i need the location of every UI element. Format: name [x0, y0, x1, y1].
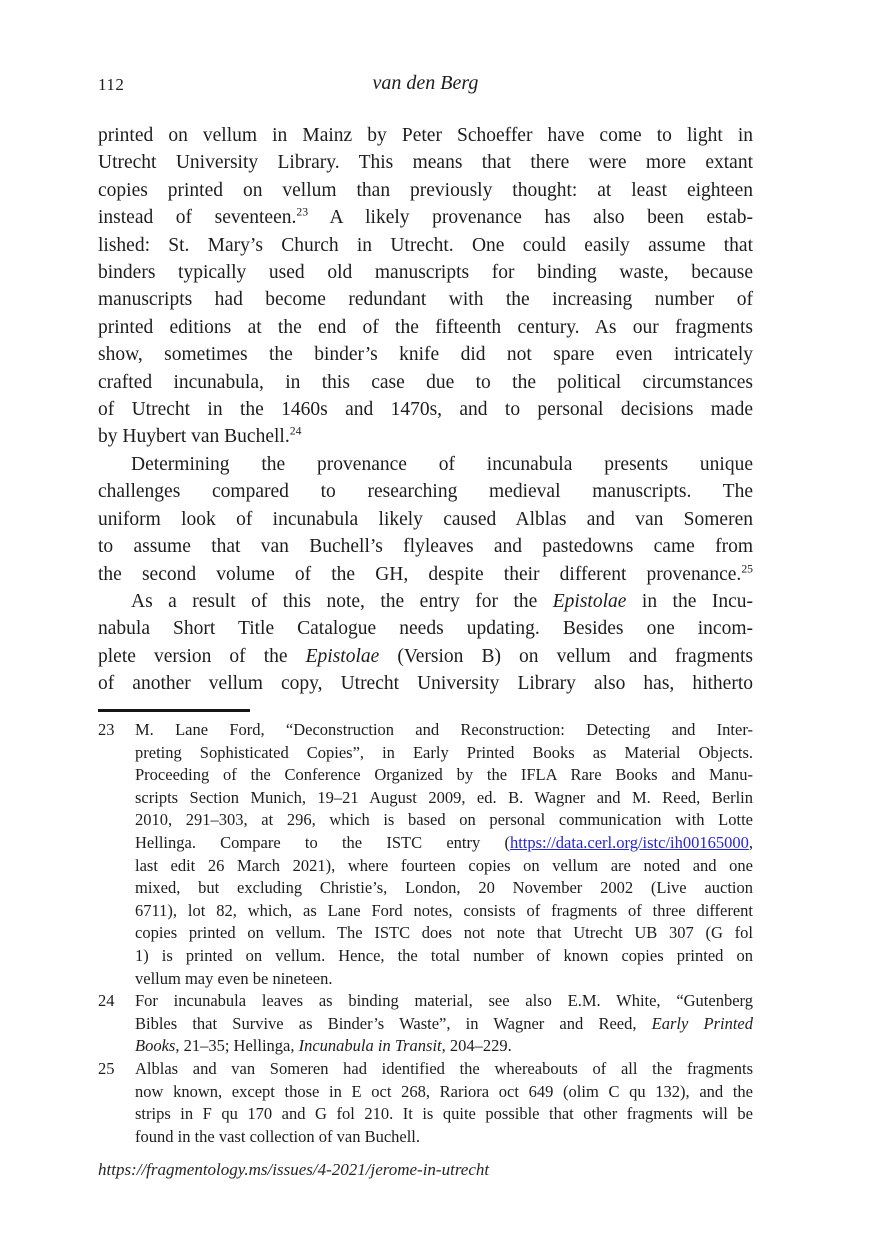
footnote-marker: 24 [289, 424, 302, 438]
footnote-marker: 23 [296, 205, 309, 219]
footnote-text [135, 1058, 753, 1148]
paragraph [98, 451, 753, 588]
text-line: last edit 26 March 2021), where fourteen copies on vellum are noted and one [135, 855, 753, 875]
text-line: Determining the provenance of incunabula presents unique [131, 453, 753, 475]
text-line: plete version of the Epistolae (Version B) on vellum and fragments [98, 645, 753, 667]
text-line: challenges compared to researching medieval manuscripts. The [98, 481, 753, 503]
text-line: copies printed on vellum than previously thought: at least eighteen [98, 179, 753, 201]
text-line: mixed, but excluding Christie’s, London, 20 November 2002 (Live auction [135, 878, 753, 898]
footnote-separator-rule [98, 709, 250, 712]
text-line: the second volume of the GH, despite their different provenance.$^{25}$ [98, 562, 753, 585]
text-line: 6711), lot 82, which, as Lane Ford notes, consists of fragments of three different [135, 900, 753, 920]
text-line: to assume that van Buchell’s flyleaves and pastedowns came from [98, 536, 753, 558]
text-line: 2010, 291–303, at 296, which is based on personal communication with Lotte [135, 810, 753, 830]
footnote-number: 25 [98, 1058, 115, 1078]
text-line: Utrecht University Library. This means that there were more extant [98, 152, 753, 174]
text-line: Alblas and van Someren had identified the whereabouts of all the fragments [135, 1058, 753, 1078]
footnote [98, 990, 753, 1058]
text-line: scripts Section Munich, 19–21 August 2009, ed. B. Wagner and M. Reed, Berlin [135, 787, 753, 807]
istc-entry-link[interactable]: https://data.cerl.org/istc/ih00165000 [509, 832, 749, 852]
text-line: printed editions at the end of the fifteenth century. As our fragments [98, 316, 753, 338]
text-line: copies printed on vellum. The ISTC does not note that Utrecht UB 307 (G fol [135, 923, 753, 943]
footnotes-section [98, 719, 753, 1148]
text-line: preting Sophisticated Copies”, in Early Printed Books as Material Objects. [135, 742, 753, 762]
paragraph [98, 588, 753, 698]
article-body [98, 122, 753, 698]
footnote-text [135, 990, 753, 1058]
text-line: by Huybert van Buchell.$^{24}$ [98, 424, 302, 448]
text-line: instead of seventeen.$^{23}$ A likely provenance has also been estab- [98, 205, 754, 229]
footnote [98, 1058, 753, 1148]
text-line: As a result of this note, the entry for the Epistolae in the Incu- [131, 590, 753, 612]
text-line: manuscripts had become redundant with the increasing number of [98, 289, 753, 311]
text-line: For incunabula leaves as binding material, see also E.M. White, “Gutenberg [135, 991, 753, 1011]
footnote-number: 23 [98, 720, 115, 739]
footnote-marker: 25 [741, 562, 753, 575]
text-line: show, sometimes the binder’s knife did not spare even intricately [98, 344, 753, 366]
text-line: now known, except those in E oct 268, Rariora oct 649 (olim C qu 132), and the [135, 1081, 753, 1101]
text-line: of Utrecht in the 1460s and 1470s, and to personal decisions made [98, 399, 753, 421]
text-line: M. Lane Ford, “Deconstruction and Reconstruction: Detecting and Inter- [135, 720, 753, 739]
text-line: Hellinga. Compare to the ISTC entry (https://data.cerl.org/istc/ih00165000, [135, 832, 753, 852]
text-line: strips in F qu 170 and G fol 210. It is quite possible that other fragments will be [135, 1104, 753, 1124]
footnote-text [135, 719, 753, 990]
page-number: 112 [98, 75, 125, 94]
text-line: nabula Short Title Catalogue needs updating. Besides one incom- [98, 618, 753, 640]
footnote [98, 719, 753, 990]
page-header [98, 72, 753, 98]
text-line: printed on vellum in Mainz by Peter Schoeffer have come to light in [98, 125, 753, 146]
text-line: Proceeding of the Conference Organized by the IFLA Rare Books and Manu- [135, 765, 753, 785]
journal-footer-url: https://fragmentology.ms/issues/4-2021/jerome-in-utrecht [98, 1160, 490, 1179]
text-line: lished: St. Mary’s Church in Utrecht. One could easily assume that [98, 234, 753, 256]
text-line: vellum may even be nineteen. [135, 968, 333, 988]
text-line: Bibles that Survive as Binder’s Waste”, in Wagner and Reed, Early Printed [135, 1013, 753, 1033]
running-title: van den Berg [372, 72, 479, 94]
text-line: Books, 21–35; Hellinga, Incunabula in Transit, 204–229. [135, 1036, 512, 1056]
text-line: uniform look of incunabula likely caused Alblas and van Someren [98, 508, 753, 530]
text-line: of another vellum copy, Utrecht University Library also has, hitherto [98, 673, 753, 695]
text-line: binders typically used old manuscripts for binding waste, because [98, 262, 753, 284]
footnote-number: 24 [98, 991, 115, 1011]
paragraph [98, 122, 753, 451]
text-line: crafted incunabula, in this case due to the political circumstances [98, 371, 753, 393]
text-line: 1) is printed on vellum. Hence, the total number of known copies printed on [135, 945, 753, 965]
text-line: found in the vast collection of van Buchell. [135, 1126, 421, 1146]
